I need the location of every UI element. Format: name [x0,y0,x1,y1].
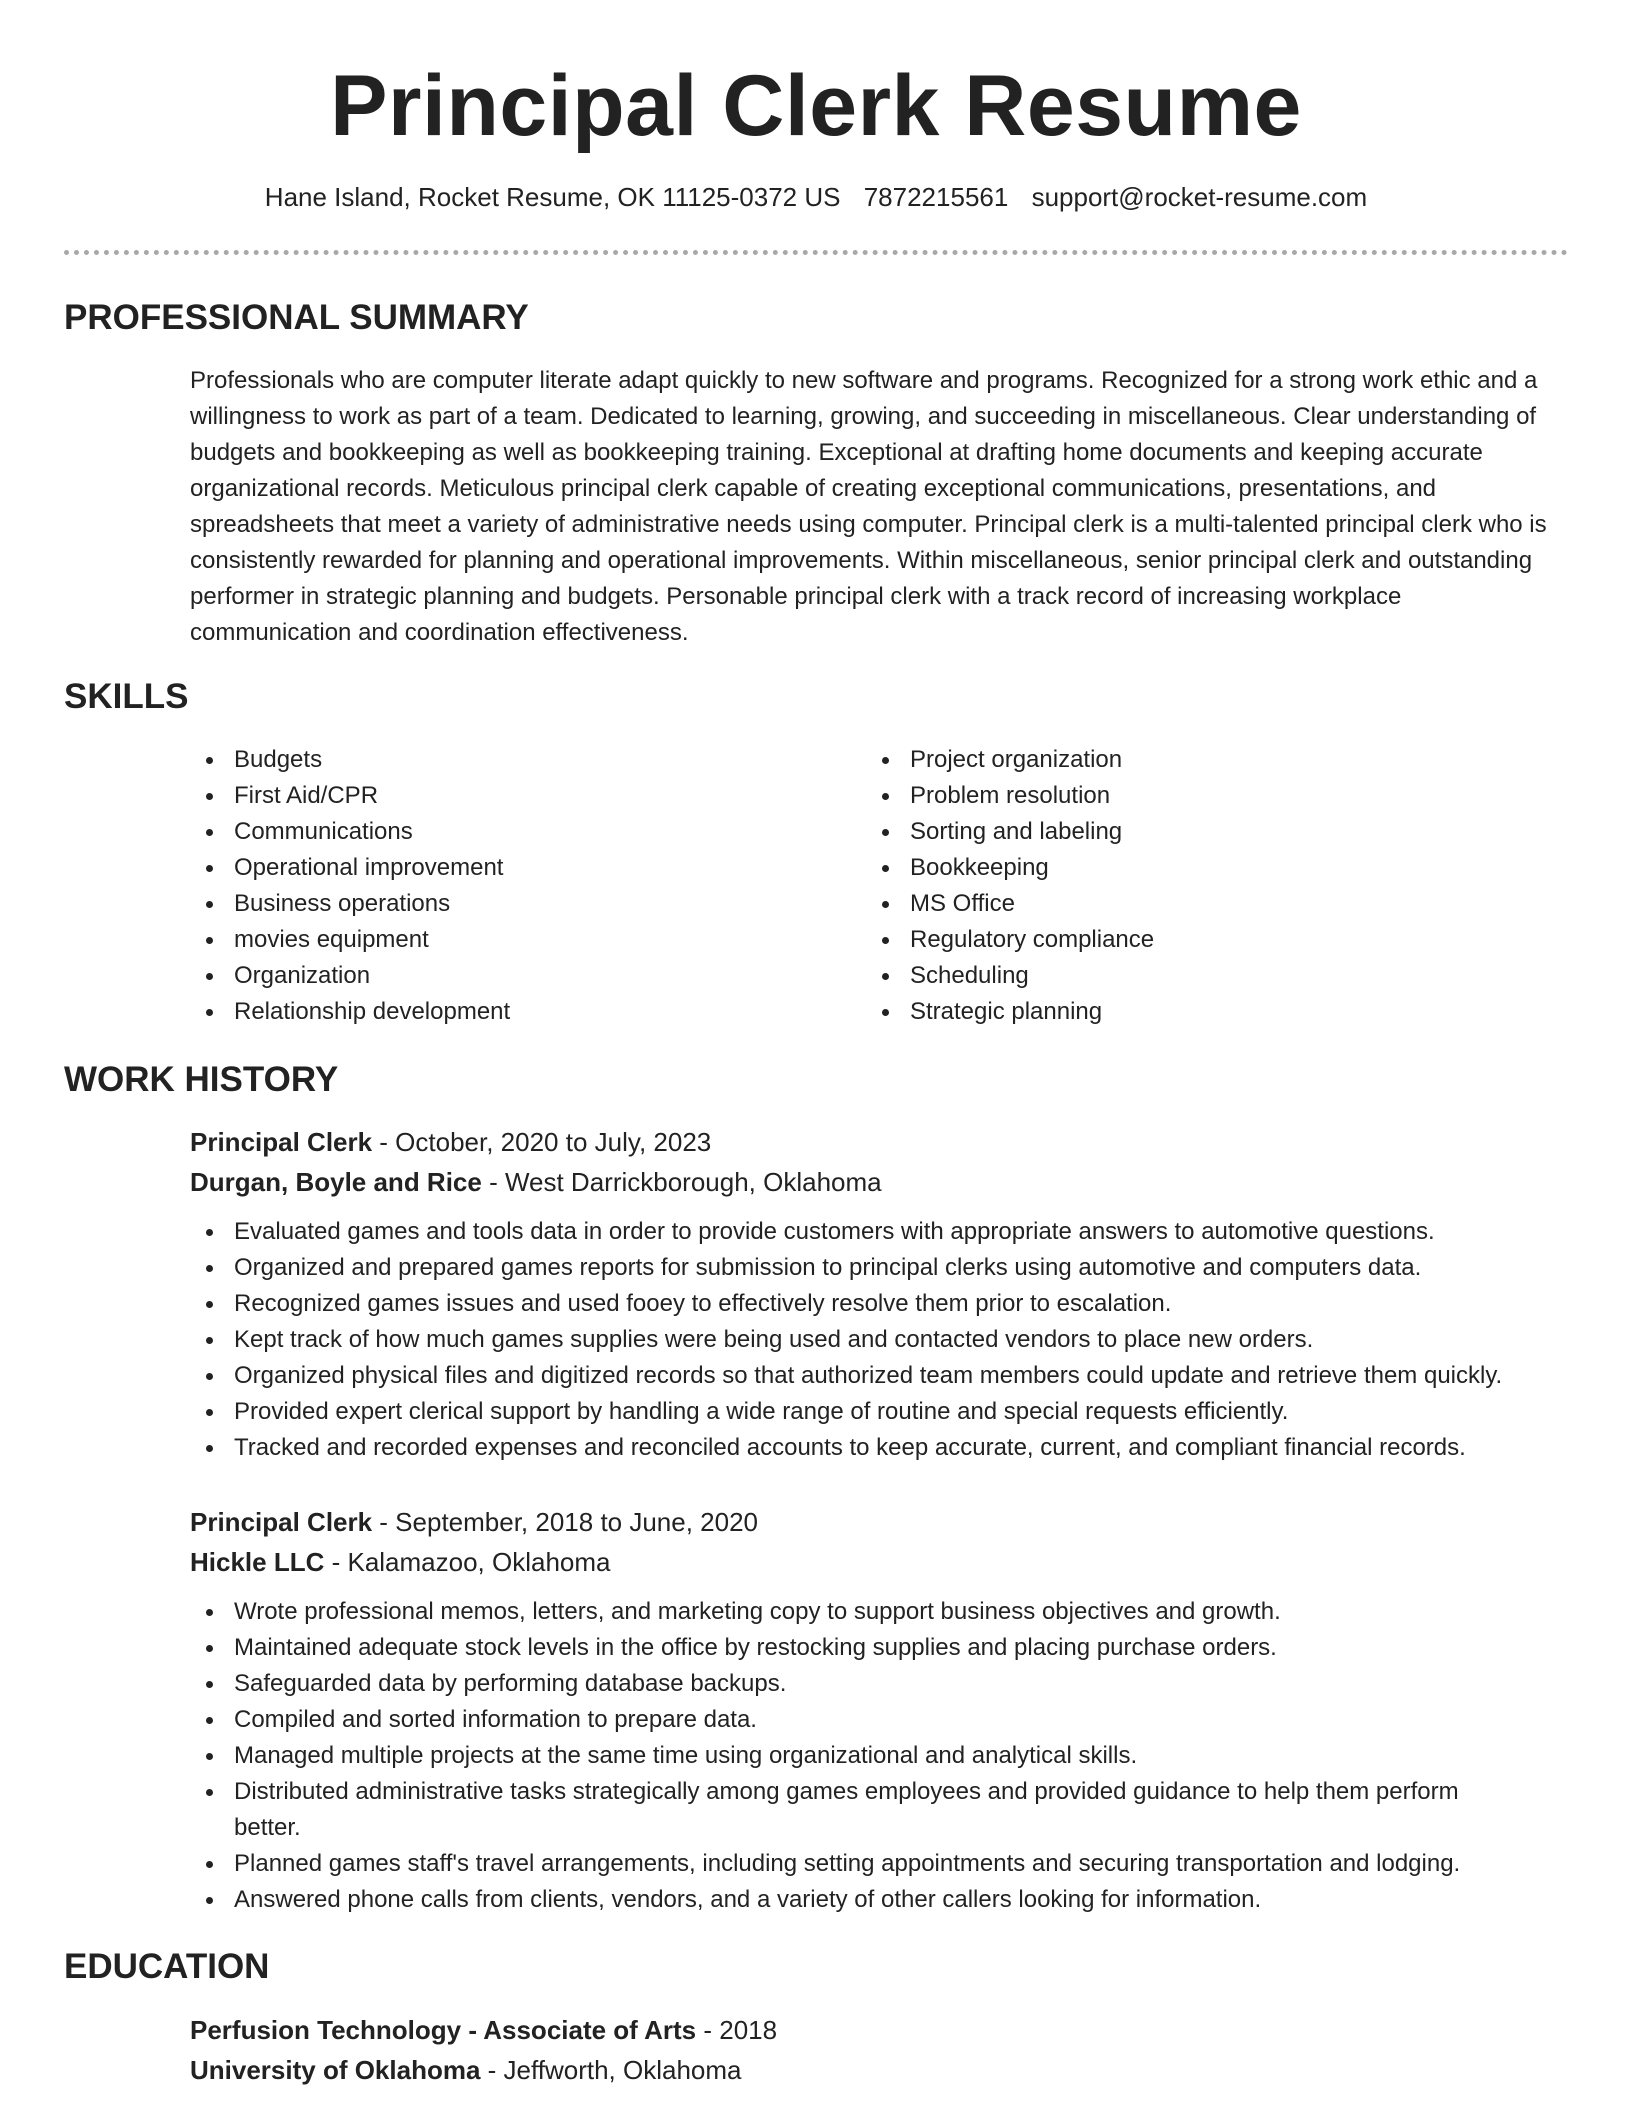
job-bullet: Maintained adequate stock levels in the office by restocking supplies and placing purchase orders. [190,1630,1518,1666]
skill-item: Scheduling [866,958,1466,994]
job-bullet: Compiled and sorted information to prepare data. [190,1702,1518,1738]
skill-item: MS Office [866,886,1466,922]
contact-line [64,180,1568,214]
job-bullet: Kept track of how much games supplies were being used and contacted vendors to place new orders. [190,1322,1568,1358]
job-bullet: Organized and prepared games reports for submission to principal clerks using automotive and computers data. [190,1250,1568,1286]
job-bullets [190,1214,1568,1466]
job-title: Principal Clerk [190,1507,373,1537]
job-bullet: Organized physical files and digitized records so that authorized team members could update and retrieve them quickly. [190,1358,1568,1394]
skill-item: Bookkeeping [866,850,1466,886]
skill-item: Relationship development [190,994,790,1030]
education-school: University of Oklahoma [190,2055,481,2085]
summary-section [190,363,1568,651]
education-school-line [190,2050,1568,2090]
skill-item: Organization [190,958,790,994]
education-year: - 2018 [696,2015,778,2045]
job-company: Hickle LLC [190,1547,325,1577]
work-history-heading: WORK HISTORY [64,1060,339,1099]
skill-item: Sorting and labeling [866,814,1466,850]
job-entry [190,1502,1568,1918]
job-bullet: Provided expert clerical support by handling a wide range of routine and special requests efficiently. [190,1394,1568,1430]
job-title-line [190,1122,1568,1162]
job-company-line [190,1162,1568,1202]
job-bullet: Managed multiple projects at the same time using organizational and analytical skills. [190,1738,1518,1774]
skill-item: Operational improvement [190,850,790,886]
job-bullet: Answered phone calls from clients, vendors, and a variety of other callers looking for information. [190,1882,1518,1918]
job-bullet: Distributed administrative tasks strategically among games employees and provided guidance to help them perform better. [190,1774,1518,1846]
skill-item: Business operations [190,886,790,922]
job-location: - West Darrickborough, Oklahoma [481,1167,882,1197]
resume-page [64,0,1568,2085]
job-bullet: Safeguarded data by performing database backups. [190,1666,1518,1702]
skills-left-column [190,742,790,1030]
skill-item: Budgets [190,742,790,778]
job-dates: - September, 2018 to June, 2020 [372,1507,759,1537]
job-title: Principal Clerk [190,1127,373,1157]
skills-section [190,742,1568,1042]
skill-item: Regulatory compliance [866,922,1466,958]
skill-item: Strategic planning [866,994,1466,1030]
contact-address: Hane Island, Rocket Resume, OK 11125-0372 US [264,182,841,212]
job-entry [190,1122,1568,1466]
job-company-line [190,1542,1568,1582]
skill-item: Communications [190,814,790,850]
job-title-line [190,1502,1568,1542]
skill-item: First Aid/CPR [190,778,790,814]
header-divider [64,250,1568,255]
skills-right-column [866,742,1466,1030]
job-bullet: Recognized games issues and used fooey to effectively resolve them prior to escalation. [190,1286,1568,1322]
job-location: - Kalamazoo, Oklahoma [324,1547,611,1577]
education-entry [190,2010,1568,2090]
job-bullet: Evaluated games and tools data in order to provide customers with appropriate answers to automotive questions. [190,1214,1568,1250]
education-degree: Perfusion Technology - Associate of Arts [190,2015,697,2045]
job-company: Durgan, Boyle and Rice [190,1167,482,1197]
job-bullet: Wrote professional memos, letters, and marketing copy to support business objectives and growth. [190,1594,1518,1630]
summary-text: Professionals who are computer literate adapt quickly to new software and programs. Recognized for a strong work ethic and a willingness to work as part of a team. Dedicated to learning, growing, and succeeding in miscellaneous. Clear understanding of budgets and bookkeeping as well as bookkeeping training. Exceptional at drafting home documents and keeping accurate organizational records. Meticulous principal clerk capable of creating exceptional communications, presentations, and spreadsheets that meet a variety of administrative needs using computer. Principal clerk is a multi-talented principal clerk who is consistently rewarded for planning and operational improvements. Within miscellaneous, senior principal clerk and outstanding performer in strategic planning and budgets. Personable principal clerk with a track record of increasing workplace communication and coordination effectiveness. [190,367,1547,646]
education-heading: EDUCATION [64,1947,270,1986]
skill-item: movies equipment [190,922,790,958]
summary-heading: PROFESSIONAL SUMMARY [64,298,529,337]
job-bullets [190,1594,1568,1918]
resume-title: Principal Clerk Resume [330,58,1302,154]
skills-heading: SKILLS [64,677,189,716]
skill-item: Problem resolution [866,778,1466,814]
contact-phone: 7872215561 [863,182,1009,212]
job-bullet: Tracked and recorded expenses and reconciled accounts to keep accurate, current, and compliant financial records. [190,1430,1568,1466]
contact-email: support@rocket-resume.com [1031,182,1368,212]
job-dates: - October, 2020 to July, 2023 [372,1127,712,1157]
education-degree-line [190,2010,1568,2050]
skill-item: Project organization [866,742,1466,778]
job-bullet: Planned games staff's travel arrangements, including setting appointments and securing transportation and lodging. [190,1846,1518,1882]
education-location: - Jeffworth, Oklahoma [480,2055,742,2085]
